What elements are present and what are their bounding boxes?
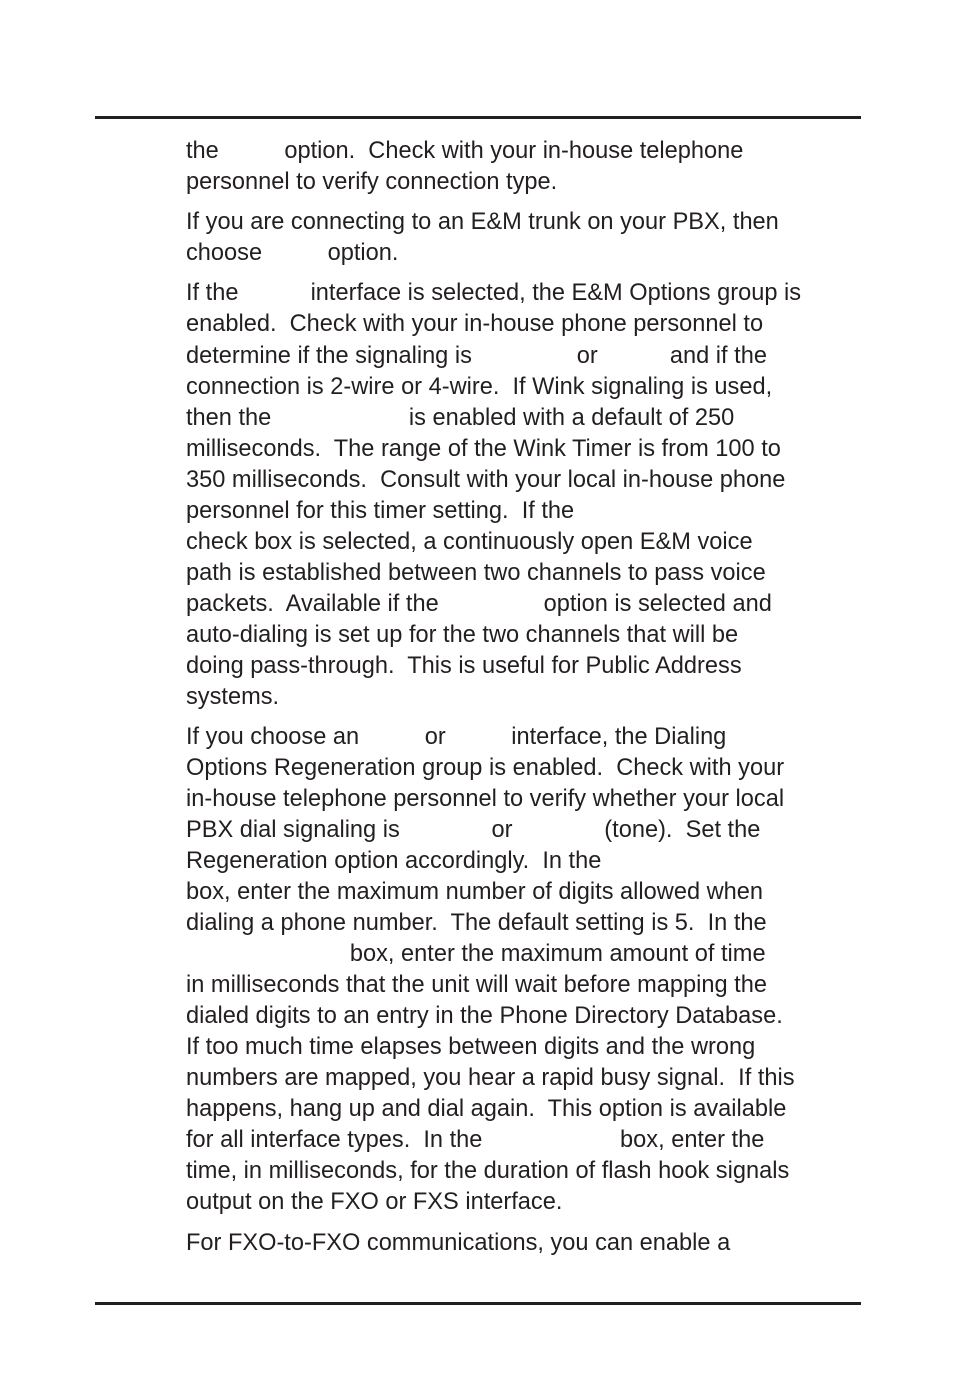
text-line: Options Regeneration group is enabled. Check with your [186,755,785,781]
text-line: doing pass-through. This is useful for Public Address [186,653,742,679]
top-rule [95,116,861,119]
text-line: in milliseconds that the unit will wait before mapping the [186,972,767,998]
text-line: For FXO-to-FXO communications, you can enable a [186,1230,731,1256]
text-line: If you choose an or interface, the Dialing [186,724,727,750]
text-line: PBX dial signaling is or (tone). Set the [186,817,761,843]
text-line: check box is selected, a continuously open E&M voice [186,529,753,555]
text-line: enabled. Check with your in-house phone personnel to [186,311,764,337]
text-line: dialed digits to an entry in the Phone Directory Database. [186,1003,783,1029]
text-line: happens, hang up and dial again. This option is available [186,1096,787,1122]
text-line: the option. Check with your in-house telephone [186,138,744,164]
text-line: choose option. [186,240,399,266]
text-line: If too much time elapses between digits and the wrong [186,1034,756,1060]
text-line: output on the FXO or FXS interface. [186,1189,563,1215]
text-line: If you are connecting to an E&M trunk on your PBX, then [186,209,779,235]
text-line: dialing a phone number. The default setting is 5. In the [186,910,767,936]
text-line: personnel to verify connection type. [186,169,558,195]
text-line: for all interface types. In the box, enter the [186,1127,765,1153]
text-line: packets. Available if the option is selected and [186,591,772,617]
text-line: personnel for this timer setting. If the [186,498,575,524]
text-line: then the is enabled with a default of 250 [186,405,735,431]
text-line: If the interface is selected, the E&M Options group is [186,280,802,306]
text-line: milliseconds. The range of the Wink Timer is from 100 to [186,436,781,462]
bottom-rule [95,1302,861,1305]
text-line: box, enter the maximum number of digits allowed when [186,879,764,905]
text-line: box, enter the maximum amount of time [186,941,766,967]
text-line: time, in milliseconds, for the duration of flash hook signals [186,1158,790,1184]
text-line: Regeneration option accordingly. In the [186,848,602,874]
text-line: systems. [186,684,280,710]
text-line: auto-dialing is set up for the two channels that will be [186,622,739,648]
text-line: 350 milliseconds. Consult with your local in-house phone [186,467,786,493]
text-line: path is established between two channels to pass voice [186,560,766,586]
text-line: connection is 2-wire or 4-wire. If Wink signaling is used, [186,374,773,400]
text-line: numbers are mapped, you hear a rapid busy signal. If this [186,1065,795,1091]
text-line: in-house telephone personnel to verify whether your local [186,786,785,812]
text-line: determine if the signaling is or and if the [186,343,767,369]
